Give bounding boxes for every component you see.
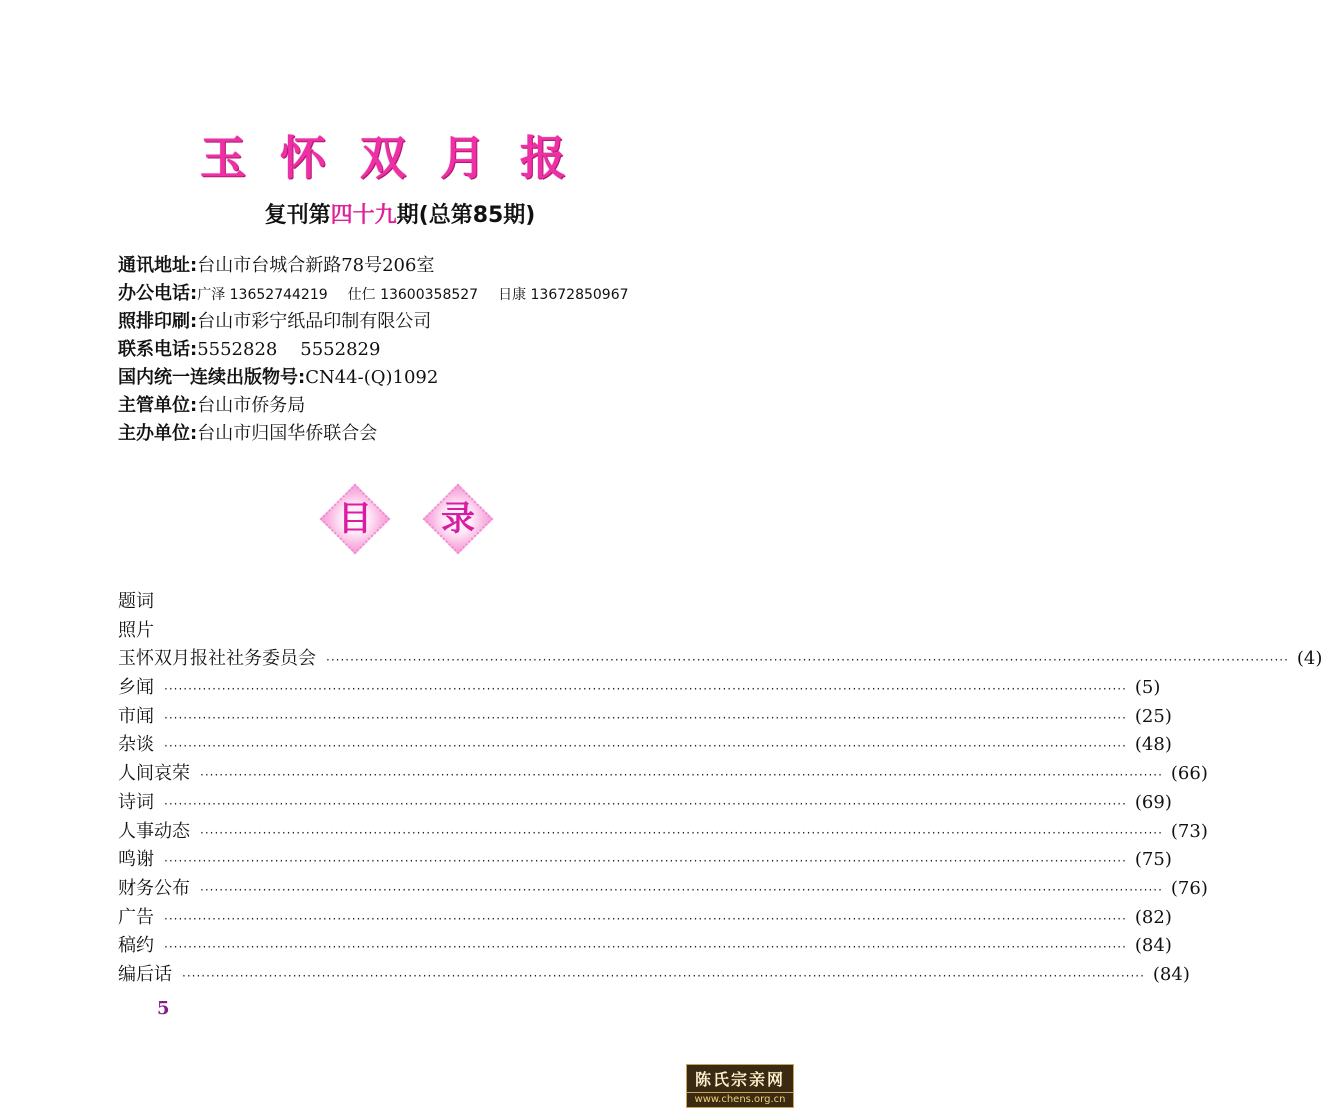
toc-leader-dots: ········································································································································································································ [200,882,1163,897]
toc-title: 广告 [118,906,154,928]
toc-title: 玉怀双月报社社务委员会 [118,648,316,670]
toc-entry [118,932,1172,961]
toc-heading-char: 目 [338,499,372,539]
toc-entry [118,875,1208,904]
toc-page: (66) [1170,763,1208,785]
toc-page: (4) [1296,648,1322,670]
issue-number: 四十九 [330,203,397,228]
info-row-printer [118,308,629,336]
site-watermark [686,1064,794,1108]
toc-title: 人事动态 [118,820,190,842]
toc-leader-dots: ········································································································································································································ [326,653,1289,668]
toc-title: 乡闻 [118,677,154,699]
toc-title: 题词 [118,591,154,612]
info-label: 国内统一连续出版物号: [118,367,306,388]
toc-title: 人间哀荣 [118,763,190,785]
toc-leader-dots: ········································································································································································································ [164,710,1127,725]
masthead-title: 玉怀双月报 [200,131,600,185]
toc-entry [118,818,1208,847]
toc-leader-dots: ········································································································································································································ [182,968,1145,983]
issue-suffix: 期(总第85期) [396,203,536,228]
contact-guangze: 广泽 13652744219 [197,287,328,303]
toc-title: 稿约 [118,935,154,957]
info-row-serial-number [118,364,629,392]
toc-title: 编后话 [118,963,172,985]
toc-entry [118,904,1172,933]
toc-page: (69) [1134,791,1172,813]
info-value: 5552828 5552829 [197,339,381,360]
toc-page: (76) [1170,877,1208,899]
issue-prefix: 复刊第 [264,203,331,228]
toc-leader-dots: ········································································································································································································ [200,825,1163,840]
info-value: 台山市彩宁纸品印制有限公司 [197,311,432,332]
info-row-office-phone [118,280,629,308]
toc-leader-dots: ········································································································································································································ [200,768,1163,783]
toc-title: 杂谈 [118,734,154,756]
toc-leader-dots: ········································································································································································································ [164,796,1127,811]
toc-entry [118,731,1172,760]
toc-page: (82) [1134,906,1172,928]
watermark-url: www.chens.org.cn [686,1093,794,1108]
toc-entry [118,760,1208,789]
info-label: 主管单位: [118,395,198,416]
contact-shiren: 仕仁 13600358527 [347,287,479,303]
toc-leader-dots: ········································································································································································································ [164,854,1127,869]
info-label: 照排印刷: [118,311,198,332]
info-label: 通讯地址: [118,255,198,276]
page-number: 5 [157,998,170,1019]
toc-leader-dots: ········································································································································································································ [164,911,1127,926]
info-value: 台山市侨务局 [197,395,306,416]
toc-title: 鸣谢 [118,849,154,871]
toc-page: (75) [1134,849,1172,871]
issue-line [0,198,800,229]
info-value: CN44-(Q)1092 [305,367,439,388]
toc-entry [118,846,1172,875]
table-of-contents [118,588,1322,990]
toc-page: (25) [1134,705,1172,727]
toc-entry [118,674,1161,703]
info-row-sponsor [118,420,629,448]
toc-page: (73) [1170,820,1208,842]
info-value: 台山市归国华侨联合会 [197,423,378,444]
toc-title: 照片 [118,619,154,641]
toc-title: 市闻 [118,705,154,727]
toc-entry [118,961,1190,990]
toc-title: 诗词 [118,791,154,813]
toc-entry [118,617,693,646]
toc-heading-badge-lu [423,484,493,554]
toc-entry [118,645,1322,674]
toc-leader-dots: ········································································································································································································ [164,682,1127,697]
contact-rikang: 日康 13672850967 [498,287,629,303]
toc-entry [118,703,1172,732]
toc-title: 财务公布 [118,877,190,899]
watermark-title: 陈氏宗亲网 [686,1064,794,1093]
toc-heading-char: 录 [441,499,475,539]
toc-entry [118,588,693,617]
toc-page: (84) [1134,935,1172,957]
toc-entry [118,789,1172,818]
toc-page: (84) [1152,963,1190,985]
toc-page: (48) [1134,734,1172,756]
info-row-address [118,252,629,280]
info-label: 联系电话: [118,339,198,360]
info-label: 办公电话: [118,283,198,304]
toc-page: (5) [1134,677,1161,699]
info-row-contact-phone [118,336,629,364]
info-value: 台山市台城合新路78号206室 [197,255,435,276]
toc-heading-badge-mu [320,484,390,554]
publication-info [118,252,629,448]
toc-leader-dots: ········································································································································································································ [164,940,1127,955]
info-label: 主办单位: [118,423,198,444]
info-row-supervisor [118,392,629,420]
toc-leader-dots: ········································································································································································································ [164,739,1127,754]
